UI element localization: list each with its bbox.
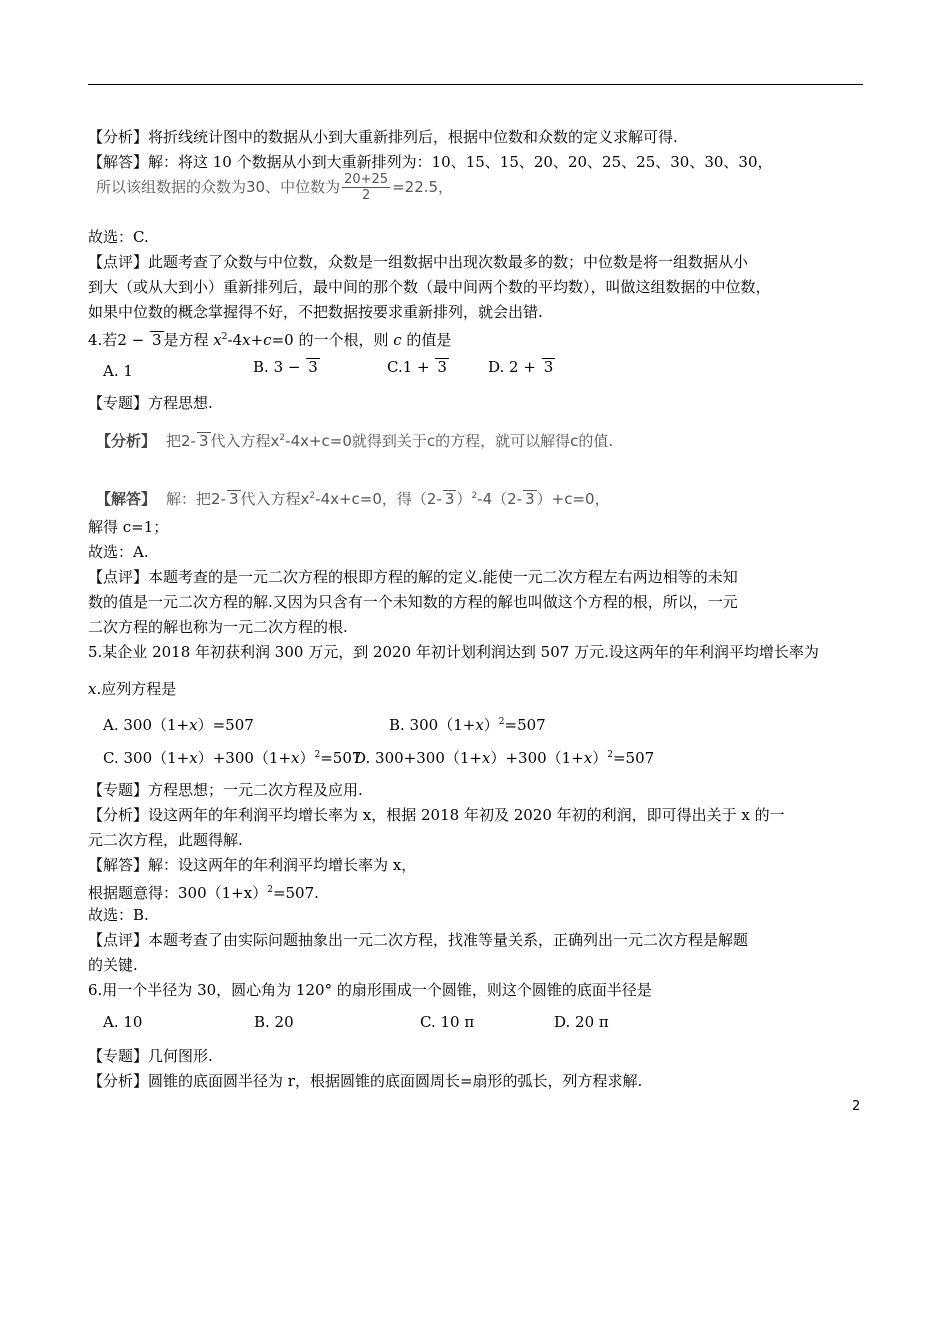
sqrt-icon: 3 (437, 358, 447, 376)
q6-option-c: C. 10 π (420, 1013, 475, 1031)
question-4: 4.若2 − 3 是方程 $x^2-4x+c=0$ 的一个根，则 c 的值是 (88, 331, 452, 349)
answer-image-line: 所以该组数据的众数为30、中位数为 $\frac{20+25}{2}$ =22.5， (96, 172, 454, 203)
question-6: 6.用一个半径为 30，圆心角为 120° 的扇形围成一个圆锥，则这个圆锥的底面半径是 (88, 981, 652, 999)
q5-option-d: D. $300+300(1+x)+300(1+x)^2=507$ (354, 749, 655, 767)
sqrt-icon: 3 (308, 358, 318, 376)
choice-text: 故选：A. (88, 543, 149, 561)
analysis-text: 【分析】将折线统计图中的数据从小到大重新排列后，根据中位数和众数的定义求解可得. (88, 128, 678, 146)
q5-option-a: A. 300（1+x）=507 (103, 716, 254, 734)
comment-text: 二次方程的解也称为一元二次方程的根. (88, 618, 348, 636)
comment-text: 如果中位数的概念掌握得不好，不把数据按要求重新排列，就会出错. (88, 303, 543, 321)
page-number: 2 (852, 1099, 861, 1114)
sqrt-icon: 3 (525, 490, 535, 508)
sqrt-icon: 3 (444, 490, 455, 508)
answer-image-line: 【解答】 解：把2- 3 代入方程$x^2-4x+c=0$，得（2- 3 ）$^2$-4（2- 3 ）+c=0， (96, 490, 610, 508)
sqrt-icon: 3 (198, 432, 209, 450)
median-fraction: $\frac{20+25}{2}$ (344, 172, 389, 203)
answer-image-text: 所以该组数据的众数为30、中位数为 (96, 178, 341, 196)
q4-option-d: D. 2 + 3 (488, 358, 554, 376)
q4-option-a: A. 1 (103, 362, 133, 380)
q5-option-b: B. $300(1+x)^2=507$ (389, 716, 546, 734)
solution-text: 解得 c=1； (88, 518, 169, 536)
equation-text: 根据题意得：$300(1+x)^2=507$. (88, 884, 319, 902)
q5-option-c: C. $300(1+x)+300(1+x)^2=507$ (103, 749, 362, 767)
answer-text: 【解答】解：设这两年的年利润平均增长率为 x， (88, 856, 417, 874)
analysis-text: 元二次方程，此题得解. (88, 831, 243, 849)
answer-text: 【解答】解：将这 10 个数据从小到大重新排列为：10、15、15、20、20、25、25、30、30、30， (88, 153, 773, 171)
comment-text: 【点评】本题考查的是一元二次方程的根即方程的解的定义.能使一元二次方程左右两边相等的未知 (88, 568, 738, 586)
sqrt-icon: 3 (151, 331, 162, 349)
comment-text: 的关键. (88, 956, 138, 974)
q4-option-b: B. 3 − 3 (253, 358, 318, 376)
comment-text: 【点评】此题考查了众数与中位数，众数是一组数据中出现次数最多的数；中位数是将一组数据从小 (88, 253, 749, 271)
q6-option-d: D. 20 π (554, 1013, 609, 1031)
topic-text: 【专题】方程思想. (88, 394, 213, 412)
comment-text: 到大（或从大到小）重新排列后，最中间的那个数（最中间两个数的平均数），叫做这组数据的中位数， (88, 278, 771, 296)
choice-text: 故选：B. (88, 906, 149, 924)
comment-text: 【点评】本题考查了由实际问题抽象出一元二次方程，找准等量关系，正确列出一元二次方程是解题 (88, 931, 749, 949)
topic-text: 【专题】几何图形. (88, 1047, 213, 1065)
analysis-image-line: 【分析】 把2- 3 代入方程$x^2-4x+c=0$就得到关于c的方程，就可以解得c的值. (96, 432, 614, 450)
analysis-text: 【分析】设这两年的年利润平均增长率为 x，根据 2018 年初及 2020 年初的利润，即可得出关于 x 的一 (88, 806, 785, 824)
choice-text: 故选：C. (88, 228, 149, 246)
topic-text: 【专题】方程思想；一元二次方程及应用. (88, 781, 363, 799)
sqrt-icon: 3 (228, 490, 239, 508)
question-5-cont: x.应列方程是 (88, 680, 177, 698)
q6-option-a: A. 10 (103, 1013, 143, 1031)
q6-option-b: B. 20 (254, 1013, 294, 1031)
analysis-text: 【分析】圆锥的底面圆半径为 r，根据圆锥的底面圆周长=扇形的弧长，列方程求解. (88, 1072, 643, 1090)
comment-text: 数的值是一元二次方程的解.又因为只含有一个未知数的方程的解也叫做这个方程的根，所以，一元 (88, 593, 738, 611)
header-rule (88, 84, 863, 85)
q4-option-c: C.1 + 3 (387, 358, 447, 376)
sqrt-icon: 3 (543, 358, 554, 376)
question-5: 5.某企业 2018 年初获利润 300 万元，到 2020 年初计划利润达到 507 万元.设这两年的年利润平均增长率为 (88, 643, 819, 661)
